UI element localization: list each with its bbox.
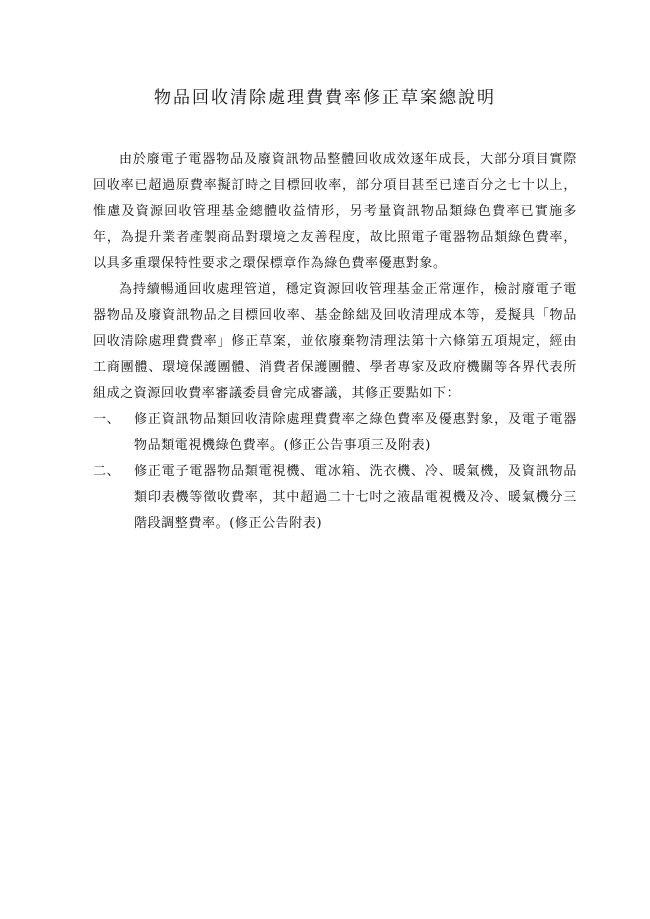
paragraph-purpose: 為持續暢通回收處理管道，穩定資源回收管理基金正常運作，檢討廢電子電器物品及廢資訊物品之目標回收率、基金餘絀及回收清理成本等，爰擬具「物品回收清除處理費費率」修正草案，並依廢棄物清理法第十六條第五項規定，經由工商團體、環境保護團體、消費者保護團體、學者專家及政府機關等各界代表所組成之資源回收費率審議委員會完成審議，其修正要點如下： [93, 282, 577, 401]
item-number: 二、 [93, 464, 121, 479]
list-item [93, 407, 577, 459]
item-text: 修正資訊物品類回收清除處理費費率之綠色費率及優惠對象，及電子電器物品類電視機綠色費率。(修正公告事項三及附表) [134, 412, 577, 453]
paragraph-background: 由於廢電子電器物品及廢資訊物品整體回收成效逐年成長，大部分項目實際回收率已超過原費率擬訂時之目標回收率，部分項目甚至已達百分之七十以上，惟慮及資源回收管理基金總體收益情形，另考量資訊物品類綠色費率已實施多年，為提升業者產製商品對環境之友善程度，故比照電子電器物品類綠色費率，以具多重環保特性要求之環保標章作為綠色費率優惠對象。 [93, 152, 577, 271]
item-number: 一、 [93, 412, 121, 427]
item-text: 修正電子電器物品類電視機、電冰箱、洗衣機、冷、暖氣機，及資訊物品類印表機等徵收費率，其中超過二十七吋之液晶電視機及冷、暖氣機分三階段調整費率。(修正公告附表) [134, 464, 577, 531]
document-body [93, 147, 577, 537]
list-item [93, 459, 577, 537]
document-title: 物品回收清除處理費費率修正草案總說明 [154, 88, 496, 108]
